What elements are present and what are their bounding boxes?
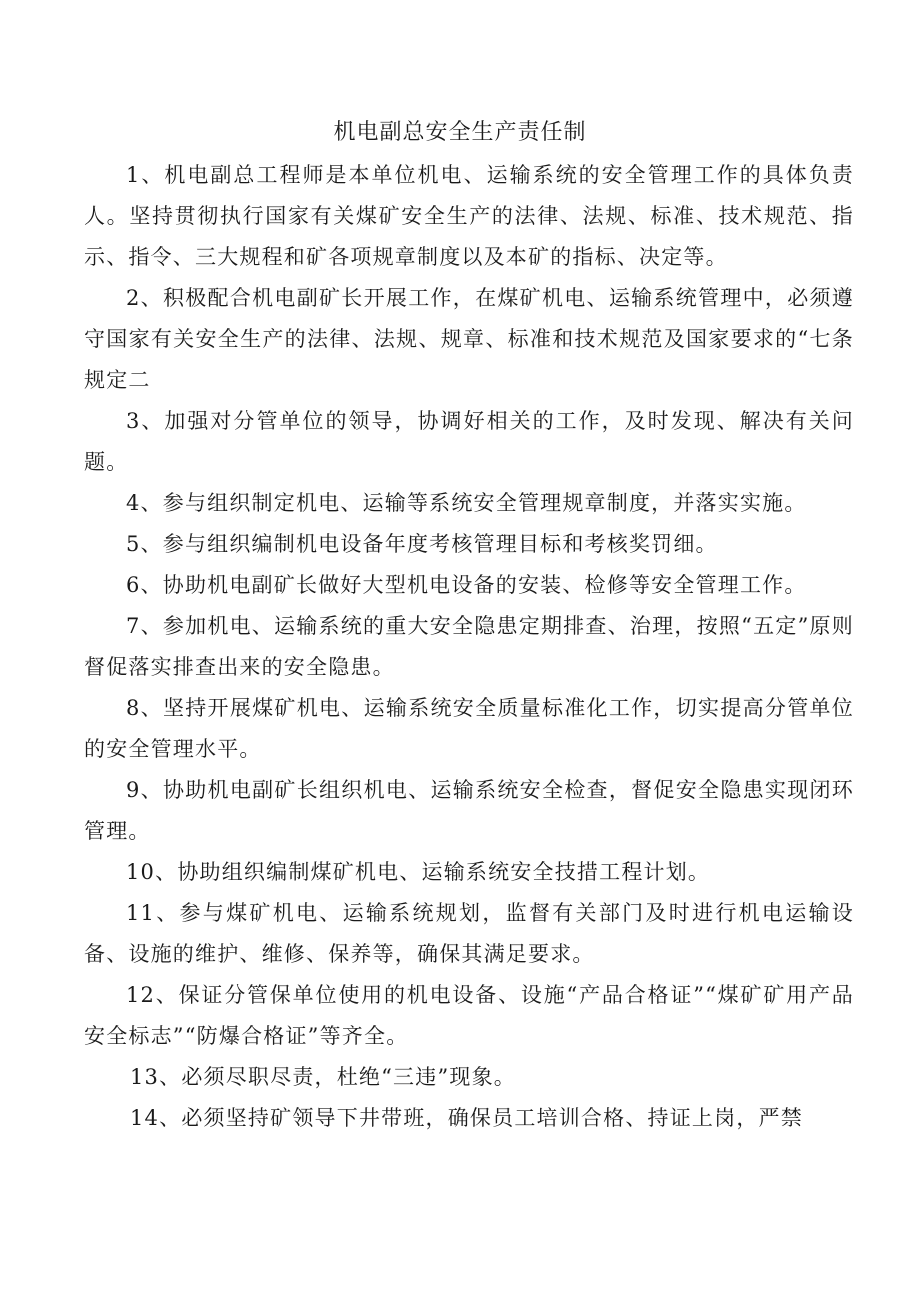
clause-12: 12、保证分管保单位使用的机电设备、设施“产品合格证”“煤矿矿用产品安全标志”“防爆合格证”等齐全。: [84, 983, 854, 1048]
clause-7: 7、参加机电、运输系统的重大安全隐患定期排查、治理，按照“五定”原则督促落实排查出来的安全隐患。: [84, 614, 854, 679]
clause-5: 5、参与组织编制机电设备年度考核管理目标和考核奖罚细。: [126, 532, 718, 556]
clause-3: 3、加强对分管单位的领导，协调好相关的工作，及时发现、解决有关问题。: [84, 409, 854, 474]
clause-6: 6、协助机电副矿长做好大型机电设备的安装、检修等安全管理工作。: [126, 573, 807, 597]
clause-13: 13、必须尽职尽责，杜绝“三违”现象。: [130, 1065, 516, 1089]
clause-14: 14、必须坚持矿领导下井带班，确保员工培训合格、持证上岗，严禁: [130, 1106, 803, 1130]
clause-10: 10、协助组织编制煤矿机电、运输系统安全技措工程计划。: [126, 860, 711, 884]
clause-8: 8、坚持开展煤矿机电、运输系统安全质量标准化工作，切实提高分管单位的安全管理水平。: [84, 696, 854, 761]
clause-4: 4、参与组织制定机电、运输等系统安全管理规章制度，并落实实施。: [126, 491, 807, 515]
clause-1: 1、机电副总工程师是本单位机电、运输系统的安全管理工作的具体负责人。坚持贯彻执行国家有关煤矿安全生产的法律、法规、标准、技术规范、指示、指令、三大规程和矿各项规章制度以及本矿的指标、决定等。: [84, 163, 854, 269]
clause-9: 9、协助机电副矿长组织机电、运输系统安全检查，督促安全隐患实现闭环管理。: [84, 778, 854, 843]
document-body: [84, 155, 854, 1139]
clause-11: 11、参与煤矿机电、运输系统规划，监督有关部门及时进行机电运输设备、设施的维护、维修、保养等，确保其满足要求。: [84, 901, 854, 966]
clause-2: 2、积极配合机电副矿长开展工作，在煤矿机电、运输系统管理中，必须遵守国家有关安全生产的法律、法规、规章、标准和技术规范及国家要求的“七条规定二: [84, 286, 854, 392]
document-title: 机电副总安全生产责任制: [333, 120, 587, 145]
